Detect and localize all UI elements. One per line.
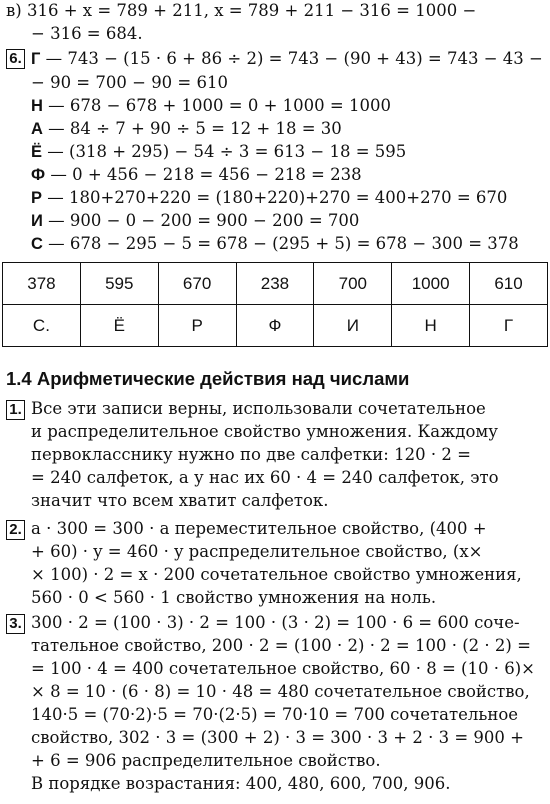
- task3-line: × 8 = 10 · (6 · 8) = 10 · 48 = 480 сочетательное свойство,: [31, 682, 530, 701]
- task1-line: Все эти записи верны, использовали сочетательное: [31, 399, 486, 418]
- task3-line: тательное свойство, 200 · 2 = (100 · 2) · 2 = 100 · (2 · 2) =: [31, 636, 531, 655]
- problem6-line: [31, 95, 391, 117]
- task3-line: 300 · 2 = (100 · 3) · 2 = 100 · (3 · 2) = 100 · 6 = 600 соче-: [31, 613, 520, 632]
- answer-letter-cell: И: [314, 305, 392, 347]
- task1-line: значит что всем хватит салфеток.: [31, 491, 329, 510]
- task1-line: и распределительное свойство умножения. Каждому: [31, 422, 498, 441]
- problem6-letter: Р: [31, 189, 43, 207]
- problem6-letter: С: [31, 235, 43, 253]
- problem6-letter: Н: [31, 97, 43, 115]
- answer-number-cell: 595: [80, 263, 158, 305]
- task2-line: + 60) · y = 460 · y распределительное свойство, (x×: [31, 542, 483, 561]
- problem6-line-text: − 90 = 700 − 90 = 610: [31, 73, 228, 92]
- section-heading: 1.4 Арифметические действия над числами: [6, 368, 410, 389]
- problem6-line-text: — 0 + 456 − 218 = 456 − 218 = 238: [45, 165, 362, 184]
- task2-line: a · 300 = 300 · a переместительное свойство, (400 +: [31, 519, 487, 538]
- task3-line: 140·5 = (70·2)·5 = 70·(2·5) = 70·10 = 700 сочетательное: [31, 705, 519, 724]
- problem6-letter: Ф: [31, 166, 46, 184]
- problem6-line: [31, 48, 543, 70]
- problem6-line-text: — 180+270+220 = (180+220)+270 = 400+270 = 670: [42, 188, 508, 207]
- task2-line: × 100) · 2 = x · 200 сочетательное свойство умножения,: [31, 565, 522, 584]
- answer-table: [2, 262, 548, 347]
- answer-number-cell: 1000: [392, 263, 470, 305]
- task3-line: свойство, 302 · 3 = (300 + 2) · 3 = 300 · 3 + 2 · 3 = 900 +: [31, 728, 524, 747]
- answer-letter-cell: С.: [3, 305, 81, 347]
- answer-letter-cell: Ё: [80, 305, 158, 347]
- answer-number-cell: 700: [314, 263, 392, 305]
- problem5-line-v: в) 316 + x = 789 + 211, x = 789 + 211 − 316 = 1000 −: [6, 1, 477, 20]
- answer-letter-cell: Н: [392, 305, 470, 347]
- problem6-line-text: — 900 − 0 − 200 = 900 − 200 = 700: [42, 211, 360, 230]
- task3-number: 3.: [6, 614, 25, 634]
- problem5-line-v-cont: − 316 = 684.: [31, 24, 143, 43]
- answer-number-cell: 670: [158, 263, 236, 305]
- task3-line: В порядке возрастания: 400, 480, 600, 700, 906.: [31, 774, 451, 793]
- task3-line: + 6 = 906 распределительное свойство.: [31, 751, 381, 770]
- problem6-letter: И: [31, 212, 43, 230]
- problem6-line-text: — (318 + 295) − 54 ÷ 3 = 613 − 18 = 595: [42, 142, 407, 161]
- task3-line: = 100 · 4 = 400 сочетательное свойство, 60 · 8 = (10 · 6)×: [31, 659, 535, 678]
- problem6-line-text: — 743 − (15 · 6 + 86 ÷ 2) = 743 − (90 + 43) = 743 − 43 −: [40, 49, 543, 68]
- answer-table-letters-row: [3, 305, 548, 347]
- problem6-letter: А: [31, 120, 43, 138]
- problem6-line: [31, 187, 507, 209]
- problem6-line-text: — 678 − 295 − 5 = 678 − (295 + 5) = 678 − 300 = 378: [42, 234, 519, 253]
- answer-table-numbers-row: [3, 263, 548, 305]
- answer-number-cell: 378: [3, 263, 81, 305]
- answer-number-cell: 610: [470, 263, 548, 305]
- task1-line: первокласснику нужно по две салфетки: 120 · 2 =: [31, 445, 471, 464]
- problem6-line: [31, 233, 519, 255]
- task1-line: = 240 салфеток, а у нас их 60 · 4 = 240 салфеток, это: [31, 468, 499, 487]
- answer-letter-cell: Ф: [236, 305, 314, 347]
- problem6-line-text: — 84 ÷ 7 + 90 ÷ 5 = 12 + 18 = 30: [42, 119, 342, 138]
- task2-line: 560 · 0 < 560 · 1 свойство умножения на ноль.: [31, 588, 437, 607]
- problem6-number: 6.: [6, 49, 25, 69]
- answer-letter-cell: Р: [158, 305, 236, 347]
- task2-number: 2.: [6, 520, 25, 540]
- problem6-letter: Ё: [31, 143, 43, 161]
- problem6-line: [31, 118, 342, 140]
- task1-number: 1.: [6, 400, 25, 420]
- problem6-line: [31, 164, 362, 186]
- problem6-letter: Г: [31, 50, 41, 68]
- answer-number-cell: 238: [236, 263, 314, 305]
- problem6-line-text: — 678 − 678 + 1000 = 0 + 1000 = 1000: [42, 96, 391, 115]
- problem6-line: [31, 141, 406, 163]
- problem6-line: [31, 210, 359, 232]
- problem6-line: [31, 72, 228, 94]
- answer-letter-cell: Г: [470, 305, 548, 347]
